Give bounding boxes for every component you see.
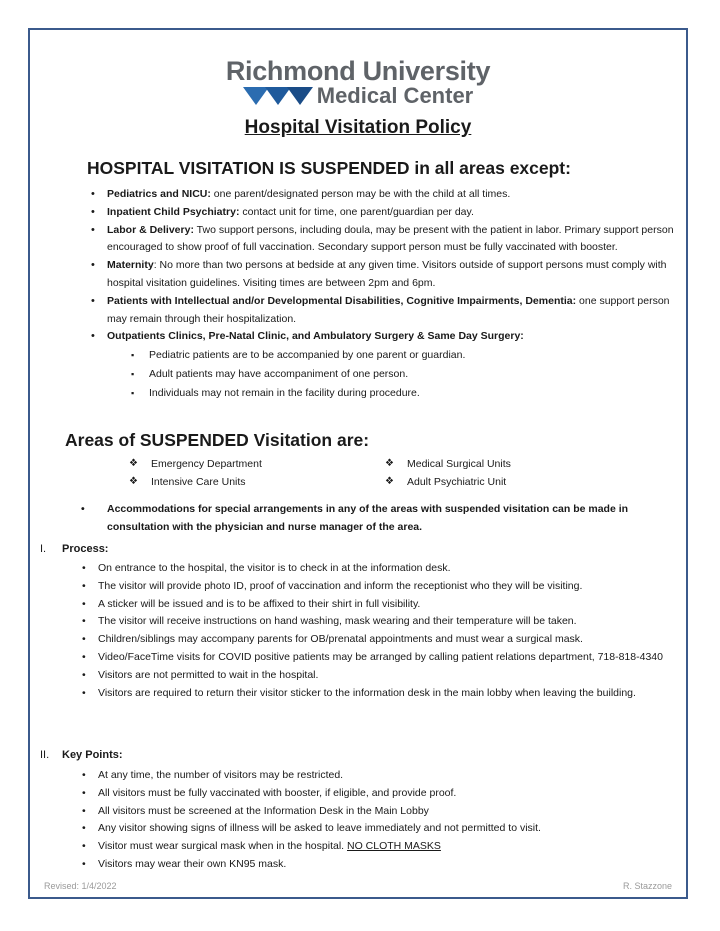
area-item: ❖ Adult Psychiatric Unit [385,476,507,488]
key-points-heading: II. Key Points: [40,749,123,761]
process-item: • The visitor will provide photo ID, proof of vaccination and inform the receptionist who they will be visiting. [80,578,680,596]
suspended-heading: HOSPITAL VISITATION IS SUSPENDED in all areas except: [87,158,571,178]
logo [30,56,686,108]
exception-item: • Outpatients Clinics, Pre-Natal Clinic, and Ambulatory Surgery & Same Day Surgery: ▪ Pediatric patients are to be accompanied by one parent or guardian. ▪ Adult patients may have accompaniment of one person. ▪ Individuals may not remain in the facility during procedure. [89,328,681,403]
key-point-item: • At any time, the number of visitors may be restricted. [80,767,680,785]
areas-heading: Areas of SUSPENDED Visitation are: [65,430,370,450]
area-item: ❖ Intensive Care Units [129,476,246,488]
process-item: • Video/FaceTime visits for COVID positive patients may be arranged by calling patient relations department, 718-818-4340 [80,649,680,667]
diamond-bullet-icon: ❖ [385,476,394,487]
area-item: ❖ Emergency Department [129,458,262,470]
process-list [80,560,680,702]
logo-chevron-icon [243,87,309,105]
diamond-bullet-icon: ❖ [129,458,138,469]
process-item: • A sticker will be issued and is to be affixed to their shirt in full visibility. [80,596,680,614]
key-points-list [80,767,680,874]
sublist-item: ▪ Individuals may not remain in the facility during procedure. [131,384,681,403]
no-cloth-masks-text: NO CLOTH MASKS [347,840,441,853]
exceptions-list [89,186,681,403]
exception-item: • Labor & Delivery: Two support persons, including doula, may be present with the patient in labor. Primary support person encouraged to show proof of full vaccination. Secondary support person must be fully vaccinated with booster. [89,222,681,258]
key-point-item: • Visitors may wear their own KN95 mask. [80,856,680,874]
diamond-bullet-icon: ❖ [385,458,394,469]
footer [44,881,672,891]
document-title: Hospital Visitation Policy [244,117,472,138]
key-point-item: • All visitors must be screened at the Information Desk in the Main Lobby [80,803,680,821]
process-item: • Visitors are not permitted to wait in the hospital. [80,667,680,685]
key-point-item: • All visitors must be fully vaccinated with booster, if eligible, and provide proof. [80,785,680,803]
revised-date: Revised: 1/4/2022 [44,881,117,891]
exception-item: • Inpatient Child Psychiatry: contact unit for time, one parent/guardian per day. [89,204,681,222]
exception-item: • Patients with Intellectual and/or Developmental Disabilities, Cognitive Impairments, Dementia: one support person may remain through their hospitalization. [89,293,681,329]
author-name: R. Stazzone [622,881,672,891]
key-point-item: • Any visitor showing signs of illness will be asked to leave immediately and not permitted to visit. [80,820,680,838]
process-item: • The visitor will receive instructions on hand washing, mask wearing and their temperature will be taken. [80,613,680,631]
exception-item: • Maternity: No more than two persons at bedside at any given time. Visitors outside of support persons must comply with hospital visitation guidelines. Visiting times are between 2pm and 6pm. [89,257,681,293]
accommodations-note: • Accommodations for special arrangements in any of the areas with suspended visitation can be made in consultation with the physician and nurse manager of the area. [81,503,629,533]
area-item: ❖ Medical Surgical Units [385,458,511,470]
process-item: • On entrance to the hospital, the visitor is to check in at the information desk. [80,560,680,578]
process-item: • Children/siblings may accompany parents for OB/prenatal appointments and must wear a surgical mask. [80,631,680,649]
sublist-item: ▪ Pediatric patients are to be accompanied by one parent or guardian. [131,346,681,365]
logo-name: Richmond University [225,56,491,86]
process-heading: I. Process: [40,543,109,555]
diamond-bullet-icon: ❖ [129,476,138,487]
exception-item: • Pediatrics and NICU: one parent/designated person may be with the child at all times. [89,186,681,204]
sublist-item: ▪ Adult patients may have accompaniment of one person. [131,365,681,384]
outpatient-sublist [131,346,681,403]
process-item: • Visitors are required to return their visitor sticker to the information desk in the main lobby when leaving the building. [80,685,680,703]
logo-subtitle: Medical Center [316,83,474,108]
policy-document [28,28,688,899]
key-point-item: • Visitor must wear surgical mask when in the hospital. NO CLOTH MASKS [80,838,680,856]
